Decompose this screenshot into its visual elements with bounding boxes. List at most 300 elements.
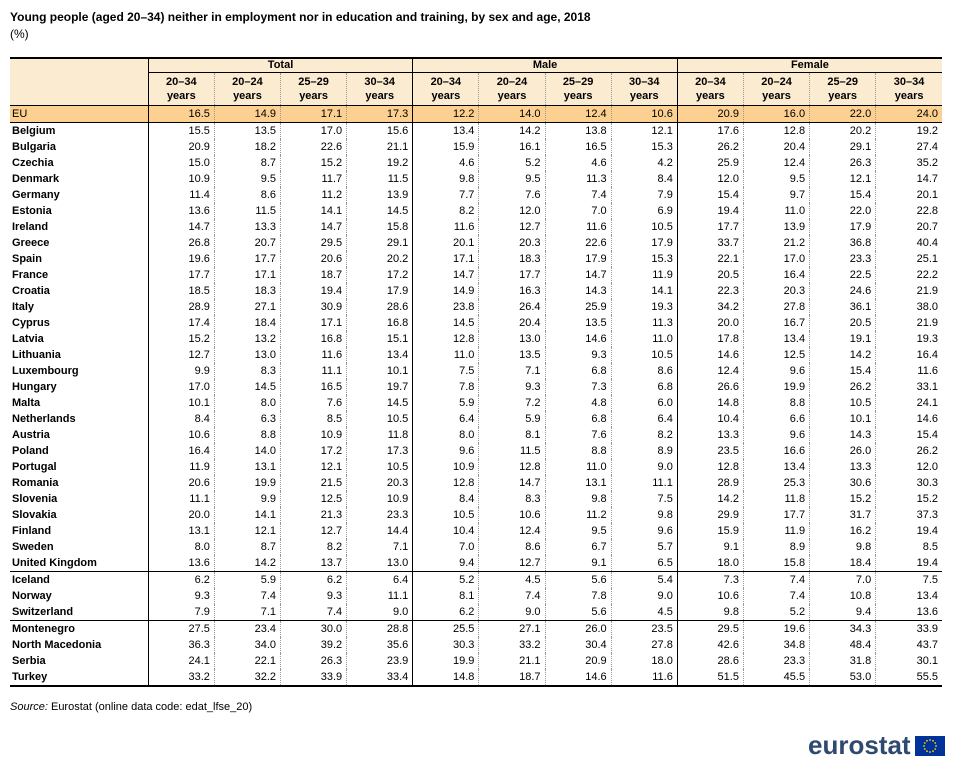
row-value: 23.5 — [677, 443, 743, 459]
row-value: 11.5 — [214, 203, 280, 219]
row-value: 8.6 — [214, 187, 280, 203]
row-value: 25.9 — [545, 299, 611, 315]
row-value: 8.8 — [743, 395, 809, 411]
row-value: 23.4 — [214, 621, 280, 638]
row-value: 10.6 — [148, 427, 214, 443]
row-value: 17.8 — [677, 331, 743, 347]
row-value: 7.8 — [413, 379, 479, 395]
row-value: 9.5 — [743, 171, 809, 187]
row-value: 28.6 — [677, 653, 743, 669]
row-value: 15.9 — [677, 523, 743, 539]
row-value: 14.5 — [347, 395, 413, 411]
row-value: 14.6 — [545, 331, 611, 347]
row-value: 9.3 — [148, 588, 214, 604]
row-value: 29.1 — [810, 139, 876, 155]
row-value: 8.8 — [214, 427, 280, 443]
row-value: 21.1 — [347, 139, 413, 155]
row-value: 9.5 — [214, 171, 280, 187]
header-age-suffix: years — [299, 90, 328, 102]
row-value: 13.6 — [148, 555, 214, 572]
row-value: 19.6 — [148, 251, 214, 267]
row-value: 13.2 — [214, 331, 280, 347]
row-country: Iceland — [12, 574, 50, 586]
row-value: 17.7 — [677, 219, 743, 235]
row-value: 8.0 — [148, 539, 214, 555]
header-age-suffix: years — [166, 90, 196, 102]
row-value: 20.0 — [148, 507, 214, 523]
row-value: 10.9 — [347, 491, 413, 507]
row-value: 9.6 — [743, 427, 809, 443]
row-value: 17.6 — [677, 123, 743, 140]
row-value: 11.1 — [347, 588, 413, 604]
row-value: 13.4 — [743, 331, 809, 347]
row-value: 45.5 — [743, 669, 809, 686]
eu-star-icon — [932, 750, 934, 752]
eu-star-icon — [926, 739, 928, 741]
row-value: 7.1 — [347, 539, 413, 555]
row-value: 10.6 — [479, 507, 545, 523]
row-value: 7.1 — [214, 604, 280, 621]
table-row — [10, 106, 942, 123]
row-country: EU — [10, 106, 148, 123]
row-value: 9.0 — [479, 604, 545, 621]
eu-star-icon — [934, 748, 936, 750]
row-value: 9.3 — [281, 588, 347, 604]
row-value: 26.2 — [810, 379, 876, 395]
row-value: 11.0 — [545, 459, 611, 475]
row-value: 27.1 — [214, 299, 280, 315]
row-value: 17.9 — [545, 251, 611, 267]
row-value: 17.7 — [479, 267, 545, 283]
row-value: 15.1 — [347, 331, 413, 347]
row-value: 26.3 — [281, 653, 347, 669]
header-age-row — [10, 73, 942, 106]
row-country: Poland — [12, 445, 49, 457]
row-value: 21.9 — [876, 315, 942, 331]
row-value: 9.3 — [545, 347, 611, 363]
table-row — [10, 331, 942, 347]
row-value: 17.1 — [281, 106, 347, 123]
row-value: 55.5 — [876, 669, 942, 686]
table-row — [10, 604, 942, 621]
row-value: 26.0 — [810, 443, 876, 459]
row-value: 13.4 — [347, 347, 413, 363]
row-value: 22.0 — [810, 203, 876, 219]
row-value: 33.9 — [876, 621, 942, 638]
row-country: Netherlands — [12, 413, 76, 425]
row-value: 6.4 — [347, 572, 413, 589]
table-row — [10, 523, 942, 539]
eurostat-logo-text: eurostat — [808, 730, 911, 760]
row-value: 14.9 — [214, 106, 280, 123]
row-value: 6.2 — [413, 604, 479, 621]
row-value: 24.0 — [876, 106, 942, 123]
eu-flag-stars-icon — [915, 736, 945, 756]
row-value: 15.5 — [148, 123, 214, 140]
row-value: 7.6 — [281, 395, 347, 411]
row-value: 30.6 — [810, 475, 876, 491]
row-value: 27.5 — [148, 621, 214, 638]
row-country: Hungary — [12, 381, 57, 393]
row-value: 23.3 — [743, 653, 809, 669]
row-value: 9.1 — [677, 539, 743, 555]
header-group-female: Female — [677, 58, 942, 73]
row-country: Latvia — [12, 333, 44, 345]
row-value: 17.1 — [214, 267, 280, 283]
row-value: 4.5 — [479, 572, 545, 589]
eu-flag-icon — [915, 736, 945, 756]
row-value: 16.4 — [743, 267, 809, 283]
row-value: 16.8 — [281, 331, 347, 347]
row-value: 10.5 — [611, 219, 677, 235]
row-value: 39.2 — [281, 637, 347, 653]
row-value: 9.1 — [545, 555, 611, 572]
row-value: 23.3 — [347, 507, 413, 523]
row-value: 10.1 — [148, 395, 214, 411]
row-value: 17.2 — [281, 443, 347, 459]
eu-star-icon — [929, 751, 931, 753]
eu-star-icon — [932, 739, 934, 741]
header-age-total-0 — [148, 73, 214, 106]
table-row — [10, 251, 942, 267]
row-value: 7.0 — [413, 539, 479, 555]
row-value: 36.3 — [148, 637, 214, 653]
row-country: Croatia — [12, 285, 50, 297]
row-value: 5.9 — [479, 411, 545, 427]
row-value: 14.7 — [545, 267, 611, 283]
row-value: 19.3 — [611, 299, 677, 315]
row-value: 9.0 — [611, 588, 677, 604]
row-country: Greece — [12, 237, 50, 249]
table-row — [10, 637, 942, 653]
row-value: 8.7 — [214, 155, 280, 171]
row-value: 14.2 — [677, 491, 743, 507]
row-value: 23.9 — [347, 653, 413, 669]
row-value: 14.2 — [479, 123, 545, 140]
row-value: 21.9 — [876, 283, 942, 299]
header-age-range: 30–34 — [364, 76, 396, 88]
row-value: 40.4 — [876, 235, 942, 251]
row-value: 20.5 — [810, 315, 876, 331]
row-value: 42.6 — [677, 637, 743, 653]
row-value: 11.6 — [413, 219, 479, 235]
row-value: 20.9 — [677, 106, 743, 123]
table-row — [10, 379, 942, 395]
row-value: 8.6 — [479, 539, 545, 555]
header-age-suffix: years — [629, 90, 659, 102]
source-text: Eurostat (online data code: edat_lfse_20) — [47, 701, 253, 713]
table-unit: (%) — [10, 27, 29, 41]
row-value: 10.5 — [611, 347, 677, 363]
row-value: 12.1 — [281, 459, 347, 475]
row-value: 17.4 — [148, 315, 214, 331]
row-value: 10.4 — [677, 411, 743, 427]
row-value: 8.4 — [148, 411, 214, 427]
row-value: 8.8 — [545, 443, 611, 459]
row-value: 6.7 — [545, 539, 611, 555]
row-value: 12.7 — [148, 347, 214, 363]
row-value: 18.3 — [479, 251, 545, 267]
row-value: 16.5 — [281, 379, 347, 395]
row-value: 33.1 — [876, 379, 942, 395]
header-age-range: 25–29 — [562, 76, 594, 88]
row-country: Norway — [12, 590, 52, 602]
row-value: 7.4 — [479, 588, 545, 604]
row-value: 18.7 — [479, 669, 545, 686]
row-value: 15.4 — [810, 187, 876, 203]
row-value: 30.0 — [281, 621, 347, 638]
row-value: 18.5 — [148, 283, 214, 299]
header-age-female-3 — [876, 73, 942, 106]
row-value: 26.0 — [545, 621, 611, 638]
row-value: 14.9 — [413, 283, 479, 299]
row-value: 20.1 — [876, 187, 942, 203]
table-row — [10, 491, 942, 507]
row-value: 14.1 — [281, 203, 347, 219]
row-value: 5.9 — [413, 395, 479, 411]
table-row — [10, 171, 942, 187]
row-value: 20.0 — [677, 315, 743, 331]
table-row — [10, 267, 942, 283]
row-value: 21.1 — [479, 653, 545, 669]
row-value: 11.2 — [545, 507, 611, 523]
row-value: 17.3 — [347, 106, 413, 123]
row-value: 26.3 — [810, 155, 876, 171]
row-value: 18.3 — [214, 283, 280, 299]
table-row — [10, 347, 942, 363]
row-value: 8.9 — [743, 539, 809, 555]
row-value: 7.6 — [479, 187, 545, 203]
row-value: 11.1 — [611, 475, 677, 491]
row-value: 5.9 — [214, 572, 280, 589]
table-row — [10, 475, 942, 491]
row-value: 7.6 — [545, 427, 611, 443]
row-value: 33.7 — [677, 235, 743, 251]
row-value: 11.0 — [413, 347, 479, 363]
row-value: 25.9 — [677, 155, 743, 171]
row-country: Switzerland — [10, 604, 148, 621]
row-value: 17.9 — [611, 235, 677, 251]
row-value: 53.0 — [810, 669, 876, 686]
row-value: 7.5 — [413, 363, 479, 379]
header-age-male-2 — [545, 73, 611, 106]
row-value: 28.9 — [677, 475, 743, 491]
row-value: 11.3 — [545, 171, 611, 187]
row-value: 19.3 — [876, 331, 942, 347]
row-value: 20.2 — [347, 251, 413, 267]
row-value: 28.6 — [347, 299, 413, 315]
header-age-suffix: years — [233, 90, 262, 102]
row-country: Lithuania — [12, 349, 61, 361]
row-value: 34.3 — [810, 621, 876, 638]
table-title: Young people (aged 20–34) neither in employment nor in education and training, by sex and age, 2018 — [10, 10, 591, 24]
row-value: 11.1 — [281, 363, 347, 379]
row-value: 6.5 — [611, 555, 677, 572]
row-value: 19.4 — [281, 283, 347, 299]
row-value: 24.6 — [810, 283, 876, 299]
table-row — [10, 443, 942, 459]
table-header — [10, 58, 942, 106]
row-value: 25.3 — [743, 475, 809, 491]
row-value: 19.4 — [876, 555, 942, 572]
row-value: 26.2 — [677, 139, 743, 155]
row-value: 11.9 — [148, 459, 214, 475]
row-value: 18.7 — [281, 267, 347, 283]
row-value: 6.8 — [545, 363, 611, 379]
table-row — [10, 187, 942, 203]
row-value: 15.2 — [281, 155, 347, 171]
row-value: 8.7 — [214, 539, 280, 555]
row-country: Serbia — [12, 655, 46, 667]
row-value: 13.0 — [214, 347, 280, 363]
row-value: 5.2 — [479, 155, 545, 171]
row-value: 20.7 — [876, 219, 942, 235]
row-value: 19.9 — [214, 475, 280, 491]
row-value: 24.1 — [876, 395, 942, 411]
row-value: 29.5 — [281, 235, 347, 251]
row-value: 28.9 — [148, 299, 214, 315]
row-value: 9.9 — [214, 491, 280, 507]
row-value: 27.8 — [611, 637, 677, 653]
row-value: 21.2 — [743, 235, 809, 251]
header-age-range: 20–24 — [496, 76, 528, 88]
table-row — [10, 395, 942, 411]
row-value: 5.2 — [743, 604, 809, 621]
row-value: 11.0 — [611, 331, 677, 347]
row-value: 34.2 — [677, 299, 743, 315]
row-value: 14.7 — [876, 171, 942, 187]
row-value: 14.2 — [214, 555, 280, 572]
row-value: 19.2 — [347, 155, 413, 171]
table-row — [10, 411, 942, 427]
row-value: 8.3 — [214, 363, 280, 379]
row-value: 13.6 — [876, 604, 942, 621]
row-value: 7.3 — [677, 572, 743, 589]
data-table — [10, 57, 942, 687]
row-value: 14.3 — [810, 427, 876, 443]
header-age-range: 20–34 — [166, 76, 197, 88]
row-value: 22.3 — [677, 283, 743, 299]
row-value: 9.5 — [479, 171, 545, 187]
row-value: 43.7 — [876, 637, 942, 653]
row-value: 10.6 — [611, 106, 677, 123]
row-value: 9.9 — [148, 363, 214, 379]
row-value: 25.5 — [413, 621, 479, 638]
row-value: 29.9 — [677, 507, 743, 523]
row-value: 17.9 — [347, 283, 413, 299]
row-value: 13.4 — [876, 588, 942, 604]
header-age-male-3 — [611, 73, 677, 106]
row-value: 20.4 — [479, 315, 545, 331]
row-value: 23.3 — [810, 251, 876, 267]
row-value: 17.9 — [810, 219, 876, 235]
row-value: 5.6 — [545, 572, 611, 589]
row-country: Germany — [12, 189, 60, 201]
row-value: 11.9 — [743, 523, 809, 539]
row-value: 26.2 — [876, 443, 942, 459]
eu-star-icon — [934, 742, 936, 744]
row-value: 18.4 — [214, 315, 280, 331]
row-value: 15.6 — [347, 123, 413, 140]
eu-star-icon — [926, 750, 928, 752]
row-value: 8.0 — [214, 395, 280, 411]
row-value: 14.5 — [214, 379, 280, 395]
row-value: 37.3 — [876, 507, 942, 523]
row-value: 17.3 — [347, 443, 413, 459]
row-value: 30.3 — [413, 637, 479, 653]
row-value: 22.2 — [876, 267, 942, 283]
row-value: 12.7 — [479, 555, 545, 572]
row-value: 15.2 — [876, 491, 942, 507]
row-value: 10.4 — [413, 523, 479, 539]
header-age-range: 20–24 — [232, 76, 263, 88]
table-row — [10, 283, 942, 299]
source-label: Source: — [10, 701, 48, 713]
source-note — [10, 701, 252, 713]
row-value: 17.0 — [743, 251, 809, 267]
row-value: 13.1 — [148, 523, 214, 539]
row-value: 17.2 — [347, 267, 413, 283]
row-value: 19.4 — [677, 203, 743, 219]
header-age-range: 30–34 — [628, 76, 660, 88]
row-value: 10.9 — [148, 171, 214, 187]
table-row — [10, 203, 942, 219]
row-value: 13.8 — [545, 123, 611, 140]
row-value: 14.1 — [214, 507, 280, 523]
header-age-female-2 — [810, 73, 876, 106]
row-value: 11.6 — [611, 669, 677, 686]
row-value: 19.1 — [810, 331, 876, 347]
eu-star-icon — [929, 739, 931, 741]
row-value: 7.4 — [743, 572, 809, 589]
row-value: 10.9 — [281, 427, 347, 443]
row-value: 12.0 — [677, 171, 743, 187]
eurostat-logo — [808, 730, 945, 761]
row-value: 22.6 — [281, 139, 347, 155]
row-value: 33.9 — [281, 669, 347, 686]
row-value: 34.0 — [214, 637, 280, 653]
row-value: 14.7 — [413, 267, 479, 283]
row-value: 9.4 — [810, 604, 876, 621]
row-value: 12.2 — [413, 106, 479, 123]
row-value: 13.4 — [743, 459, 809, 475]
table-row — [10, 555, 942, 572]
row-value: 12.4 — [545, 106, 611, 123]
row-value: 17.7 — [214, 251, 280, 267]
row-country: Finland — [12, 525, 52, 537]
row-value: 7.2 — [479, 395, 545, 411]
table-row — [10, 507, 942, 523]
row-value: 8.1 — [479, 427, 545, 443]
row-value: 12.7 — [281, 523, 347, 539]
row-value: 12.1 — [611, 123, 677, 140]
row-value: 14.6 — [677, 347, 743, 363]
row-value: 36.8 — [810, 235, 876, 251]
row-value: 22.1 — [214, 653, 280, 669]
row-country: Austria — [12, 429, 50, 441]
row-value: 8.4 — [413, 491, 479, 507]
row-value: 14.2 — [810, 347, 876, 363]
row-value: 6.3 — [214, 411, 280, 427]
row-value: 17.7 — [743, 507, 809, 523]
row-value: 27.1 — [479, 621, 545, 638]
row-value: 6.8 — [611, 379, 677, 395]
row-value: 19.4 — [876, 523, 942, 539]
row-value: 14.4 — [347, 523, 413, 539]
row-value: 11.2 — [281, 187, 347, 203]
row-value: 12.0 — [479, 203, 545, 219]
row-value: 17.1 — [281, 315, 347, 331]
